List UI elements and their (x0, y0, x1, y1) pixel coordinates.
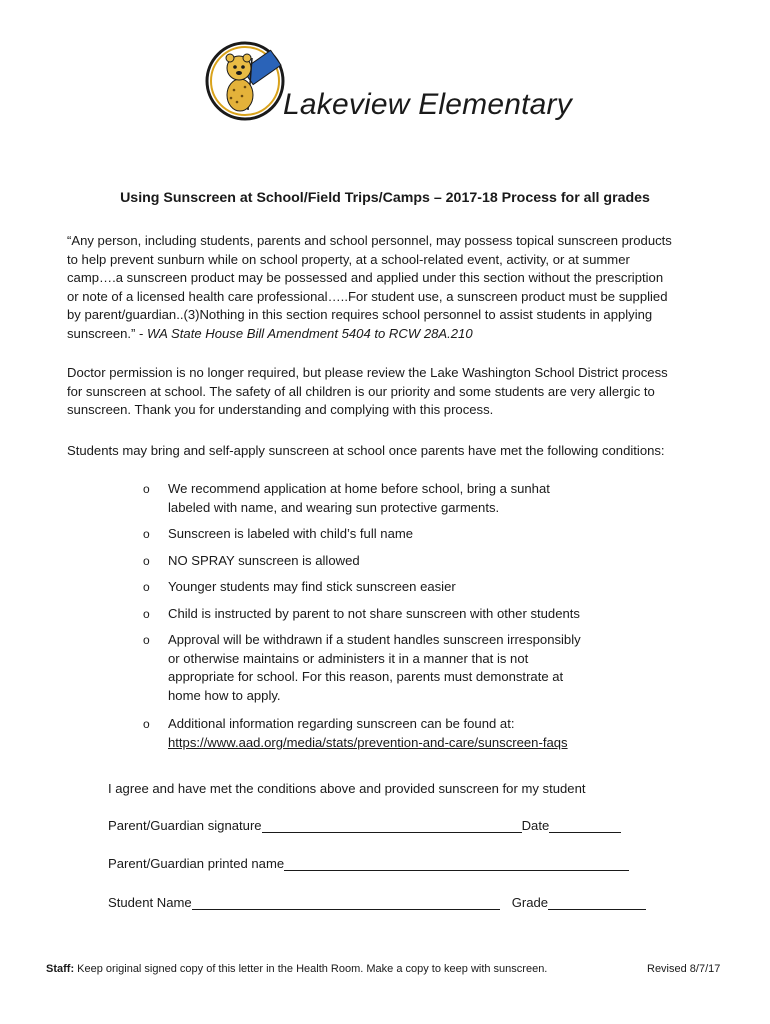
document-title: Using Sunscreen at School/Field Trips/Camps – 2017-18 Process for all grades (120, 190, 650, 206)
printed-name-label: Parent/Guardian printed name (108, 856, 285, 871)
doctor-line: sunscreen. Thank you for understanding and complying with this process. (67, 402, 494, 418)
list-item-line: or otherwise maintains or administers it in a manner that is not (168, 650, 529, 666)
doctor-line: Doctor permission is no longer required, but please review the Lake Washington School District process (67, 365, 668, 380)
bullet-marker: o (143, 527, 150, 541)
signature-label: Parent/Guardian signature (108, 818, 262, 833)
date-label: Date (521, 818, 550, 833)
grade-field[interactable] (548, 895, 646, 910)
agreement-statement: I agree and have met the conditions above and provided sunscreen for my student (108, 781, 586, 796)
school-logo (204, 40, 286, 122)
bullet-marker: o (143, 607, 150, 621)
quote-line: to help prevent sunburn while on school property, at a school-related event, activity, or at summer (67, 251, 630, 267)
doctor-line: for sunscreen at school. The safety of all children is our priority and some students are very allergic to (67, 383, 655, 399)
student-name-field[interactable] (192, 895, 500, 910)
bullet-marker: o (143, 580, 150, 594)
list-item-line: home how to apply. (168, 687, 281, 703)
conditions-intro-text: Students may bring and self-apply sunscreen at school once parents have met the following conditions: (67, 443, 665, 458)
list-item-line: Child is instructed by parent to not share sunscreen with other students (168, 606, 580, 621)
grade-label: Grade (511, 895, 549, 910)
revised-date: Revised 8/7/17 (647, 963, 721, 975)
sunscreen-faq-link[interactable]: https://www.aad.org/media/stats/prevention-and-care/sunscreen-faqs (168, 734, 568, 750)
list-item-line: Approval will be withdrawn if a student handles sunscreen irresponsibly (168, 632, 581, 647)
quote-paragraph (67, 232, 717, 344)
signature-row (108, 818, 621, 838)
doctor-paragraph (67, 364, 717, 420)
date-field[interactable] (549, 818, 621, 833)
signature-field[interactable] (262, 818, 522, 833)
list-item-line: appropriate for school. For this reason, parents must demonstrate at (168, 669, 564, 685)
bullet-marker: o (143, 482, 150, 496)
conditions-list (143, 480, 663, 760)
quote-line: by parent/guardian..(3)Nothing in this section requires school personnel to assist students in applying (67, 307, 653, 323)
student-name-label: Student Name (108, 895, 192, 910)
bullet-marker: o (143, 633, 150, 647)
staff-note-text: Keep original signed copy of this letter in the Health Room. Make a copy to keep with sunscreen. (74, 963, 548, 975)
list-item-line: Younger students may find stick sunscreen easier (168, 579, 456, 594)
conditions-intro (67, 442, 717, 461)
bullet-marker: o (143, 554, 150, 568)
quote-line: camp….a sunscreen product may be possessed and applied under this section without the prescription (67, 270, 664, 286)
staff-label: Staff: (46, 963, 75, 975)
quote-citation: WA State House Bill Amendment 5404 to RCW 28A.210 (147, 325, 473, 341)
list-item-line: We recommend application at home before school, bring a sunhat (168, 481, 550, 496)
footer-staff-note (46, 963, 547, 975)
school-name: Lakeview Elementary (283, 88, 572, 121)
student-row (108, 895, 646, 915)
quote-last-line (67, 325, 717, 344)
quote-line: “Any person, including students, parents and school personnel, may possess topical sunscreen products (67, 233, 672, 248)
list-item-line: labeled with name, and wearing sun protective garments. (168, 499, 500, 515)
bullet-marker: o (143, 717, 150, 731)
list-item-line: Sunscreen is labeled with child’s full name (168, 526, 414, 541)
list-item-line: Additional information regarding sunscreen can be found at: (168, 716, 515, 731)
printed-name-row (108, 856, 629, 876)
printed-name-field[interactable] (284, 856, 629, 871)
list-item-line: NO SPRAY sunscreen is allowed (168, 553, 360, 568)
quote-line: or note of a licensed health care professional…..For student use, a sunscreen product must be supplied (67, 288, 668, 304)
quote-line: sunscreen.” - (67, 325, 148, 341)
